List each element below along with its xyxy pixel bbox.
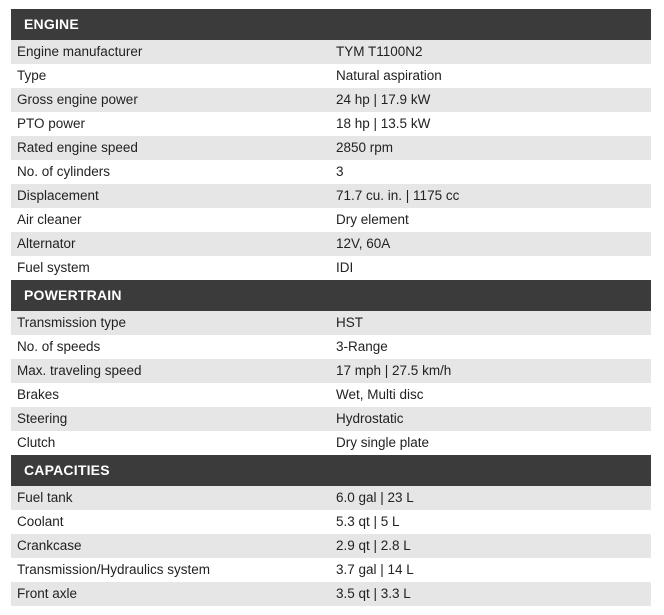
spec-value: 2850 rpm bbox=[336, 140, 394, 155]
spec-value: Wet, Multi disc bbox=[336, 387, 424, 402]
section-header-powertrain: POWERTRAIN bbox=[11, 280, 651, 311]
section-header-capacities: CAPACITIES bbox=[11, 455, 651, 486]
spec-value: HST bbox=[336, 315, 363, 330]
spec-table bbox=[11, 9, 651, 606]
spec-value: 3-Range bbox=[336, 339, 388, 354]
spec-row bbox=[11, 510, 651, 534]
spec-value: 6.0 gal | 23 L bbox=[336, 490, 414, 505]
spec-value: IDI bbox=[336, 260, 354, 275]
spec-label: No. of cylinders bbox=[17, 164, 111, 179]
spec-row bbox=[11, 534, 651, 558]
spec-label: Fuel system bbox=[17, 260, 90, 275]
spec-row bbox=[11, 431, 651, 455]
spec-label: PTO power bbox=[17, 116, 86, 131]
spec-label: Max. traveling speed bbox=[17, 363, 142, 378]
spec-row bbox=[11, 232, 651, 256]
spec-row bbox=[11, 407, 651, 431]
spec-row bbox=[11, 136, 651, 160]
spec-label: Gross engine power bbox=[17, 92, 138, 107]
spec-label: No. of speeds bbox=[17, 339, 101, 354]
spec-row bbox=[11, 64, 651, 88]
spec-label: Front axle bbox=[17, 586, 78, 601]
spec-label: Air cleaner bbox=[17, 212, 82, 227]
spec-row bbox=[11, 208, 651, 232]
spec-row bbox=[11, 486, 651, 510]
spec-label: Coolant bbox=[17, 514, 64, 529]
spec-value: 24 hp | 17.9 kW bbox=[336, 92, 431, 107]
spec-label: Displacement bbox=[17, 188, 99, 203]
spec-label: Alternator bbox=[17, 236, 76, 251]
spec-value: 2.9 qt | 2.8 L bbox=[336, 538, 411, 553]
spec-value: Natural aspiration bbox=[336, 68, 442, 83]
spec-value: 5.3 qt | 5 L bbox=[336, 514, 400, 529]
spec-row bbox=[11, 311, 651, 335]
spec-value: Hydrostatic bbox=[336, 411, 404, 426]
spec-row bbox=[11, 359, 651, 383]
spec-value: 17 mph | 27.5 km/h bbox=[336, 363, 452, 378]
section-header-engine: ENGINE bbox=[11, 9, 651, 40]
spec-value: 3.5 qt | 3.3 L bbox=[336, 586, 411, 601]
spec-label: Brakes bbox=[17, 387, 60, 402]
spec-row bbox=[11, 383, 651, 407]
spec-label: Clutch bbox=[17, 435, 56, 450]
spec-row bbox=[11, 112, 651, 136]
spec-value: Dry single plate bbox=[336, 435, 430, 450]
spec-label: Rated engine speed bbox=[17, 140, 138, 155]
spec-row bbox=[11, 160, 651, 184]
spec-row bbox=[11, 558, 651, 582]
spec-label: Fuel tank bbox=[17, 490, 73, 505]
spec-row bbox=[11, 88, 651, 112]
spec-row bbox=[11, 335, 651, 359]
spec-value: 12V, 60A bbox=[336, 236, 391, 251]
spec-label: Type bbox=[17, 68, 47, 83]
spec-value: 71.7 cu. in. | 1175 cc bbox=[336, 188, 460, 203]
spec-value: 18 hp | 13.5 kW bbox=[336, 116, 431, 131]
spec-label: Crankcase bbox=[17, 538, 82, 553]
spec-label: Engine manufacturer bbox=[17, 44, 143, 59]
spec-value: TYM T1100N2 bbox=[336, 44, 423, 59]
spec-value: Dry element bbox=[336, 212, 409, 227]
spec-label: Steering bbox=[17, 411, 68, 426]
spec-row bbox=[11, 40, 651, 64]
spec-value: 3 bbox=[336, 164, 344, 179]
spec-row bbox=[11, 256, 651, 280]
spec-value: 3.7 gal | 14 L bbox=[336, 562, 414, 577]
spec-label: Transmission type bbox=[17, 315, 127, 330]
spec-label: Transmission/Hydraulics system bbox=[17, 562, 211, 577]
spec-row bbox=[11, 184, 651, 208]
spec-row bbox=[11, 582, 651, 606]
